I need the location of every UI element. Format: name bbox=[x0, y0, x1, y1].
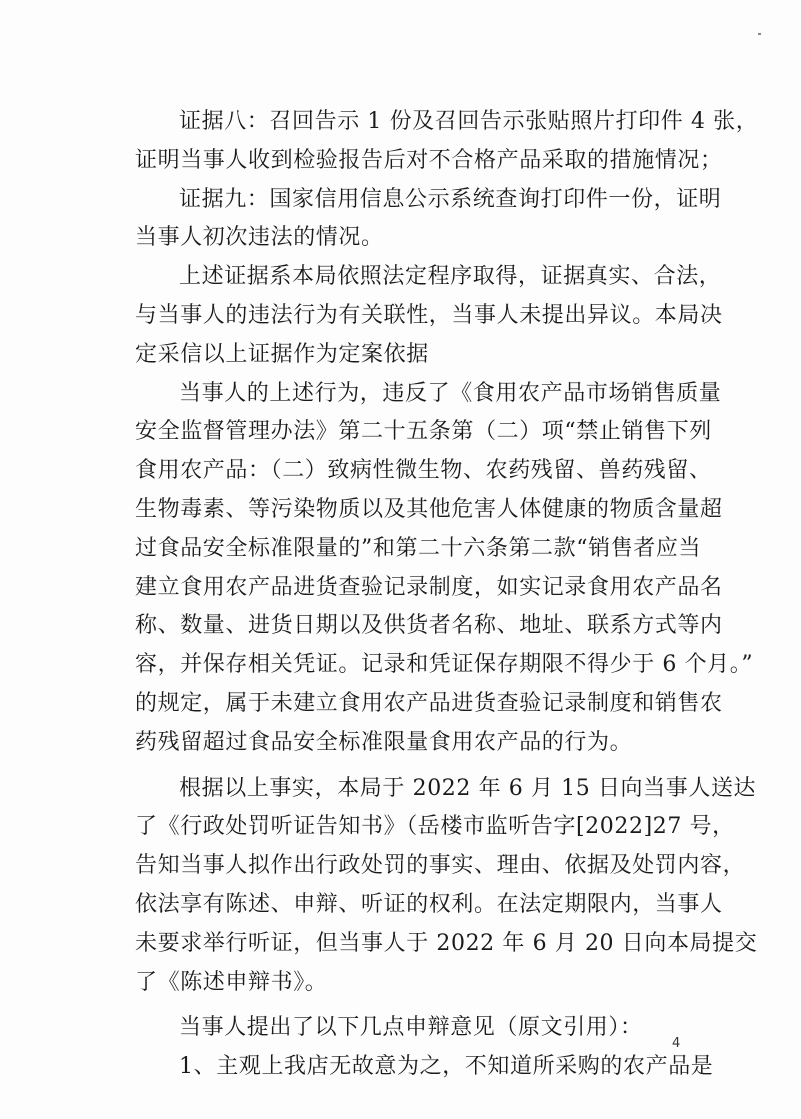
text-line: 安全监督管理办法》第二十五条第（二）项“禁止销售下列 bbox=[135, 419, 712, 445]
text-line: 告知当事人拟作出行政处罚的事实、理由、依据及处罚内容， bbox=[135, 853, 746, 879]
scan-speck bbox=[758, 33, 761, 35]
text-line: 当事人的上述行为，违反了《食用农产品市场销售质量 bbox=[179, 380, 722, 406]
text-line: 食用农产品：（二）致病性微生物、农药残留、兽药残留、 bbox=[135, 458, 712, 484]
paragraph-evidence-summary bbox=[135, 258, 723, 374]
text-line: 与当事人的违法行为有关联性，当事人未提出异议。本局决 bbox=[135, 302, 723, 328]
text-line: 根据以上事实，本局于 2022 年 6 月 15 日向当事人送达 bbox=[179, 775, 757, 801]
text-line: 了《陈述申辩书》。 bbox=[135, 969, 328, 995]
text-line: 药残留超过食品安全标准限量食用农产品的行为。 bbox=[135, 729, 633, 755]
document-body bbox=[135, 103, 759, 1087]
text-line: 的规定，属于未建立食用农产品进货查验记录制度和销售农 bbox=[135, 690, 723, 716]
text-line: 定采信以上证据作为定案依据 bbox=[135, 341, 429, 367]
paragraph-notice bbox=[135, 770, 758, 1003]
paragraph-evidence-8 bbox=[135, 103, 759, 181]
text-line: 未要求举行听证，但当事人于 2022 年 6 月 20 日向本局提交 bbox=[135, 930, 758, 956]
paragraph-defense-1 bbox=[135, 1048, 714, 1087]
text-line: 生物毒素、等污染物质以及其他危害人体健康的物质含量超 bbox=[135, 496, 723, 522]
text-line: 当事人初次违法的情况。 bbox=[135, 225, 384, 251]
paragraph-evidence-9 bbox=[135, 181, 722, 259]
text-line: 容，并保存相关凭证。记录和凭证保存期限不得少于 6 个月。” bbox=[135, 652, 754, 678]
page-number: 4 bbox=[672, 1036, 681, 1051]
paragraph-violation bbox=[135, 375, 754, 763]
text-line: 过食品安全标准限量的”和第二十六条第二款“销售者应当 bbox=[135, 535, 702, 561]
text-line: 了《行政处罚听证告知书》（岳楼市监听告字[2022]27 号， bbox=[135, 814, 735, 840]
text-line: 上述证据系本局依照法定程序取得，证据真实、合法， bbox=[179, 264, 722, 290]
text-line: 当事人提出了以下几点申辩意见（原文引用）： bbox=[179, 1015, 643, 1041]
text-line: 证据九：国家信用信息公示系统查询打印件一份，证明 bbox=[179, 186, 722, 212]
text-line: 证据八：召回告示 1 份及召回告示张贴照片打印件 4 张， bbox=[179, 109, 759, 134]
text-line: 证明当事人收到检验报告后对不合格产品采取的措施情况； bbox=[135, 147, 723, 173]
text-line: 建立食用农产品进货查验记录制度，如实记录食用农产品名 bbox=[135, 574, 723, 600]
text-line: 1、主观上我店无故意为之，不知道所采购的农产品是 bbox=[179, 1054, 714, 1080]
paragraph-defense-intro bbox=[135, 1009, 695, 1048]
text-line: 称、数量、进货日期以及供货者名称、地址、联系方式等内 bbox=[135, 613, 723, 639]
text-line: 依法享有陈述、申辩、听证的权利。在法定期限内，当事人 bbox=[135, 891, 723, 917]
